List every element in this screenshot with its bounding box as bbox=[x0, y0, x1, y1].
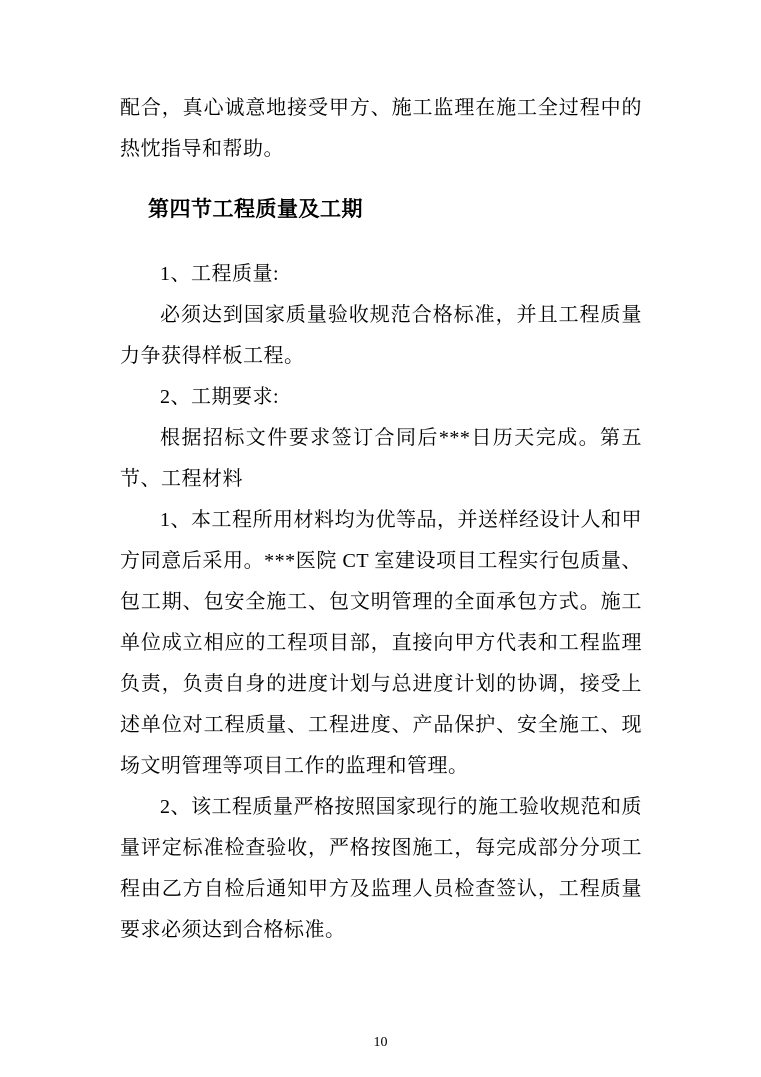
paragraph-schedule-label: 2、工期要求: bbox=[160, 386, 280, 408]
paragraph-quality-label: 1、工程质量: bbox=[160, 263, 280, 285]
paragraph-intro: 配合，真心诚意地接受甲方、施工监理在施工全过程中的热忱指导和帮助。 bbox=[120, 97, 642, 160]
paragraph-materials: 1、本工程所用材料均为优等品，并送样经设计人和甲方同意后采用。***医院 CT 室建设项目工程实行包质量、包工期、包安全施工、包文明管理的全面承包方式。施工单位成立相应的工程项目部，直接向甲方代表和工程监理负责，负责自身的进度计划与总进度计划的协调，接受上述单位对工程质量、工程进度、产品保护、安全施工、现场文明管理等项目工作的监理和管理。 bbox=[120, 509, 642, 777]
page-number: 10 bbox=[373, 1035, 388, 1050]
paragraph-quality-body: 必须达到国家质量验收规范合格标准，并且工程质量力争获得样板工程。 bbox=[120, 304, 642, 367]
document-body bbox=[120, 88, 642, 951]
paragraph-inspection: 2、该工程质量严格按照国家现行的施工验收规范和质量评定标准检查验收，严格按图施工，每完成部分分项工程由乙方自检后通知甲方及监理人员检查签认，工程质量要求必须达到合格标准。 bbox=[120, 796, 642, 941]
paragraph-schedule-body: 根据招标文件要求签订合同后***日历天完成。第五节、工程材料 bbox=[120, 427, 642, 490]
section-heading: 第四节工程质量及工期 bbox=[148, 197, 363, 221]
